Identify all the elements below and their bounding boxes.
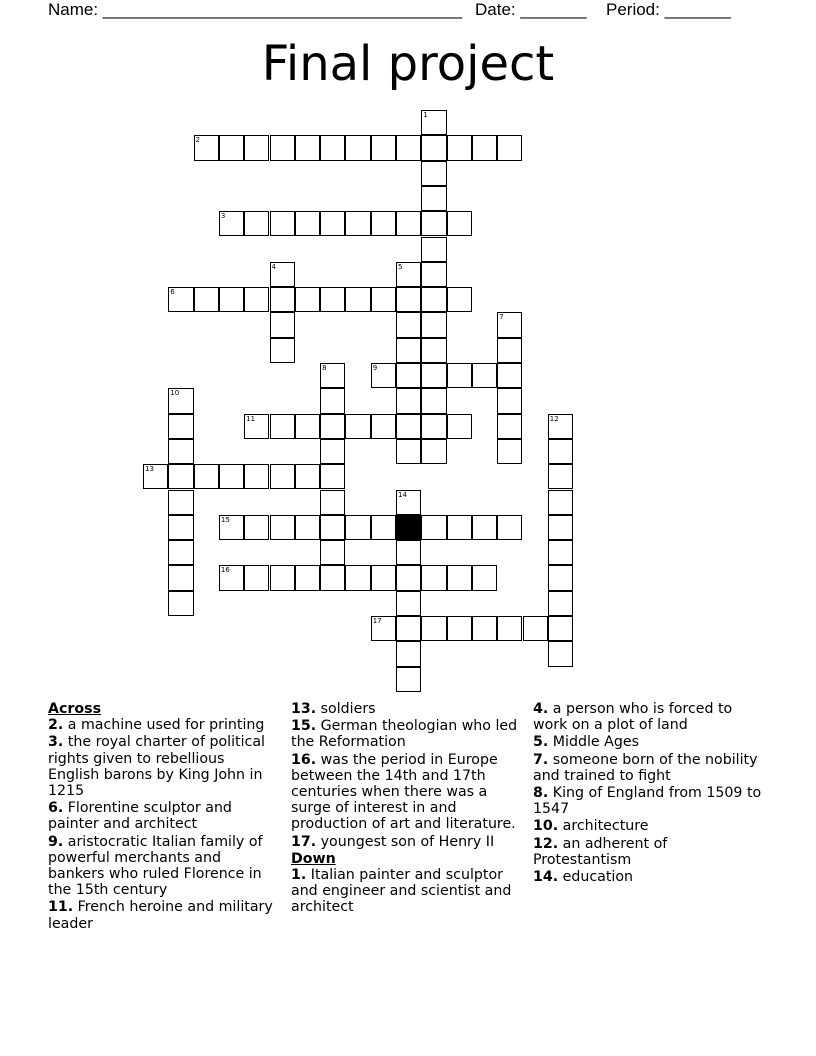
crossword-cell[interactable] <box>320 388 345 413</box>
crossword-cell[interactable] <box>320 211 345 236</box>
crossword-cell[interactable] <box>548 490 573 515</box>
crossword-cell[interactable] <box>143 464 168 489</box>
crossword-cell[interactable] <box>371 287 396 312</box>
clue-item <box>533 734 763 750</box>
clue-item-text: a person who is forced to work on a plot of land <box>533 701 733 734</box>
clue-number: 13 <box>145 465 154 474</box>
clue-item-number: 14. <box>533 869 559 886</box>
crossword-cell[interactable] <box>396 414 421 439</box>
crossword-cell[interactable] <box>396 287 421 312</box>
clue-item-number: 9. <box>48 833 64 850</box>
date-field[interactable]: Date: _______ <box>475 0 587 19</box>
crossword-cell[interactable] <box>396 616 421 641</box>
crossword-cell[interactable] <box>421 388 446 413</box>
crossword-cell[interactable] <box>421 110 446 135</box>
crossword-cell[interactable] <box>447 515 472 540</box>
crossword-cell[interactable] <box>447 414 472 439</box>
crossword-cell[interactable] <box>320 135 345 160</box>
crossword-cell[interactable] <box>396 641 421 666</box>
crossword-cell[interactable] <box>396 135 421 160</box>
crossword-cell[interactable] <box>295 565 320 590</box>
crossword-cell[interactable] <box>295 287 320 312</box>
crossword-cell[interactable] <box>194 464 219 489</box>
clue-item <box>48 717 278 733</box>
clue-number: 9 <box>372 364 378 372</box>
crossword-cell[interactable] <box>219 565 244 590</box>
crossword-cell[interactable] <box>320 464 345 489</box>
crossword-cell[interactable] <box>396 363 421 388</box>
crossword-cell[interactable] <box>295 211 320 236</box>
clue-item-number: 3. <box>48 734 64 751</box>
down-heading: Down <box>291 850 336 867</box>
clues-column-2 <box>291 701 521 917</box>
across-clue-list <box>48 717 278 932</box>
clue-item-number: 1. <box>291 867 307 884</box>
clue-item-text: someone born of the nobility and trained to fight <box>533 751 758 784</box>
crossword-cell[interactable] <box>497 388 522 413</box>
crossword-cell[interactable] <box>472 363 497 388</box>
crossword-cell[interactable] <box>447 211 472 236</box>
clue-number: 17 <box>372 617 382 625</box>
clue-item <box>48 899 278 931</box>
crossword-cell[interactable] <box>295 135 320 160</box>
clue-item-number: 8. <box>533 785 549 802</box>
crossword-cell[interactable] <box>396 565 421 590</box>
crossword-cell[interactable] <box>270 414 295 439</box>
clue-number: 12 <box>549 414 559 423</box>
clue-number: 14 <box>398 490 407 499</box>
crossword-cell[interactable] <box>320 287 345 312</box>
name-field[interactable]: Name: ______________________________________ <box>48 0 463 19</box>
clue-item <box>291 701 521 717</box>
clue-item <box>291 752 521 833</box>
crossword-cell[interactable] <box>447 363 472 388</box>
crossword-cell[interactable] <box>295 515 320 540</box>
crossword-cell[interactable] <box>244 287 269 312</box>
crossword-cell[interactable] <box>194 287 219 312</box>
crossword-cell[interactable] <box>396 312 421 337</box>
crossword-cell[interactable] <box>497 312 522 337</box>
crossword-cell[interactable] <box>244 135 269 160</box>
clue-item <box>533 785 763 817</box>
crossword-cell[interactable] <box>497 515 522 540</box>
crossword-cell[interactable] <box>396 439 421 464</box>
crossword-cell[interactable] <box>396 591 421 616</box>
crossword-cell[interactable] <box>548 641 573 666</box>
clue-item <box>533 818 763 834</box>
clue-item-text: an adherent of Protestantism <box>533 835 668 868</box>
crossword-cell[interactable] <box>320 414 345 439</box>
crossword-cell[interactable] <box>345 287 370 312</box>
crossword-cell[interactable] <box>320 540 345 565</box>
crossword-cell[interactable] <box>396 540 421 565</box>
clue-item-text: a machine used for printing <box>63 717 265 734</box>
crossword-cell[interactable] <box>548 414 573 439</box>
crossword-cell[interactable] <box>472 565 497 590</box>
crossword-cell[interactable] <box>371 135 396 160</box>
crossword-cell[interactable] <box>421 439 446 464</box>
crossword-cell[interactable] <box>548 540 573 565</box>
crossword-cell[interactable] <box>168 540 193 565</box>
crossword-cell[interactable] <box>168 591 193 616</box>
crossword-cell[interactable] <box>244 414 269 439</box>
crossword-cell[interactable] <box>396 262 421 287</box>
clues-column-3 <box>533 701 763 886</box>
crossword-cell[interactable] <box>270 338 295 363</box>
crossword-cell[interactable] <box>168 414 193 439</box>
crossword-cell[interactable] <box>421 211 446 236</box>
clue-item-number: 2. <box>48 717 64 734</box>
crossword-cell[interactable] <box>497 414 522 439</box>
clue-item-text: Italian painter and sculptor and engineer and scientist and architect <box>291 867 512 916</box>
crossword-cell[interactable] <box>548 591 573 616</box>
crossword-cell[interactable] <box>497 439 522 464</box>
crossword-cell[interactable] <box>371 616 396 641</box>
crossword-cell[interactable] <box>523 616 548 641</box>
clue-item-number: 5. <box>533 734 549 751</box>
clue-item <box>533 869 763 885</box>
clue-number: 11 <box>246 414 256 423</box>
crossword-cell[interactable] <box>320 515 345 540</box>
crossword-cell[interactable] <box>371 515 396 540</box>
clue-item-number: 7. <box>533 751 549 768</box>
crossword-cell[interactable] <box>295 464 320 489</box>
clue-item-number: 4. <box>533 701 549 717</box>
crossword-cell[interactable] <box>219 135 244 160</box>
crossword-cell[interactable] <box>421 237 446 262</box>
crossword-cell[interactable] <box>345 515 370 540</box>
crossword-cell[interactable] <box>497 363 522 388</box>
crossword-cell[interactable] <box>548 515 573 540</box>
crossword-cell[interactable] <box>421 363 446 388</box>
crossword-cell[interactable] <box>345 211 370 236</box>
crossword-cell[interactable] <box>345 565 370 590</box>
clue-item-number: 10. <box>533 818 559 835</box>
clue-item <box>533 752 763 784</box>
crossword-cell[interactable] <box>371 363 396 388</box>
crossword-cell[interactable] <box>371 414 396 439</box>
crossword-cell[interactable] <box>168 515 193 540</box>
clue-item-text: architecture <box>558 818 649 835</box>
crossword-cell[interactable] <box>295 414 320 439</box>
crossword-cell[interactable] <box>472 515 497 540</box>
clue-item-number: 12. <box>533 835 559 852</box>
crossword-cell[interactable] <box>270 211 295 236</box>
clue-item-text: soldiers <box>316 701 376 717</box>
crossword-cell[interactable] <box>497 135 522 160</box>
crossword-cell[interactable] <box>447 135 472 160</box>
clue-item-number: 17. <box>291 833 317 850</box>
clue-item-text: King of England from 1509 to 1547 <box>533 785 762 818</box>
crossword-cell[interactable] <box>168 439 193 464</box>
clue-item-text: German theologian who led the Reformation <box>291 718 518 751</box>
clue-item <box>48 800 278 832</box>
clue-number: 8 <box>322 364 327 372</box>
crossword-cell[interactable] <box>168 388 193 413</box>
clue-number: 2 <box>195 136 201 145</box>
crossword-cell[interactable] <box>421 186 446 211</box>
clue-item-number: 13. <box>291 701 317 717</box>
clues-column-1 <box>48 701 278 933</box>
crossword-cell[interactable] <box>472 616 497 641</box>
clue-item-text: youngest son of Henry II <box>316 833 495 850</box>
crossword-cell[interactable] <box>447 616 472 641</box>
crossword-cell[interactable] <box>244 565 269 590</box>
period-field[interactable]: Period: _______ <box>606 0 731 19</box>
crossword-cell[interactable] <box>270 135 295 160</box>
crossword-cell[interactable] <box>396 490 421 515</box>
clue-number: 6 <box>170 288 175 297</box>
crossword-cell[interactable] <box>320 490 345 515</box>
clue-item-number: 6. <box>48 800 64 817</box>
crossword-cell[interactable] <box>270 464 295 489</box>
crossword-cell[interactable] <box>168 287 193 312</box>
crossword-cell[interactable] <box>421 262 446 287</box>
crossword-cell[interactable] <box>345 135 370 160</box>
crossword-cell[interactable] <box>396 388 421 413</box>
clue-item <box>48 834 278 899</box>
crossword-cell[interactable] <box>371 565 396 590</box>
clue-number: 1 <box>423 111 428 119</box>
blocked-cell <box>396 515 421 540</box>
clue-item-text: the royal charter of political rights given to rebellious English barons by King John in 1215 <box>48 734 265 800</box>
crossword-cell[interactable] <box>421 312 446 337</box>
crossword-cell[interactable] <box>548 464 573 489</box>
crossword-cell[interactable] <box>219 515 244 540</box>
clue-item-text: aristocratic Italian family of powerful merchants and bankers who ruled Florence in the 15th century <box>48 833 263 899</box>
clue-item-text: Middle Ages <box>548 734 639 751</box>
clue-number: 15 <box>220 515 230 524</box>
crossword-cell[interactable] <box>497 616 522 641</box>
crossword-cell[interactable] <box>270 312 295 337</box>
clue-item <box>48 734 278 799</box>
crossword-cell[interactable] <box>371 211 396 236</box>
crossword-cell[interactable] <box>270 565 295 590</box>
crossword-cell[interactable] <box>396 211 421 236</box>
clue-item <box>291 867 521 916</box>
crossword-cell[interactable] <box>270 515 295 540</box>
crossword-cell[interactable] <box>396 338 421 363</box>
crossword-cell[interactable] <box>168 464 193 489</box>
crossword-cell[interactable] <box>194 135 219 160</box>
clue-number: 10 <box>170 389 180 398</box>
crossword-cell[interactable] <box>548 565 573 590</box>
crossword-cell[interactable] <box>421 565 446 590</box>
clue-item <box>533 701 763 733</box>
clue-number: 16 <box>220 566 230 575</box>
clue-number: 7 <box>499 313 504 322</box>
crossword-cell[interactable] <box>421 135 446 160</box>
crossword-cell[interactable] <box>244 211 269 236</box>
crossword-cell[interactable] <box>219 464 244 489</box>
crossword-cell[interactable] <box>396 667 421 692</box>
down-clue-list-continued <box>533 701 763 885</box>
clue-number: 4 <box>271 262 276 271</box>
crossword-cell[interactable] <box>447 287 472 312</box>
across-clue-list-continued <box>291 701 521 850</box>
crossword-cell[interactable] <box>421 414 446 439</box>
crossword-cell[interactable] <box>270 262 295 287</box>
crossword-cell[interactable] <box>320 439 345 464</box>
crossword-cell[interactable] <box>421 616 446 641</box>
clue-item-text: Florentine sculptor and painter and architect <box>48 800 232 833</box>
crossword-cell[interactable] <box>421 338 446 363</box>
clue-item-text: education <box>558 869 634 886</box>
crossword-cell[interactable] <box>244 515 269 540</box>
clue-item-number: 16. <box>291 751 317 768</box>
down-clue-list <box>291 867 521 916</box>
crossword-cell[interactable] <box>219 287 244 312</box>
crossword-cell[interactable] <box>548 439 573 464</box>
crossword-cell[interactable] <box>244 464 269 489</box>
crossword-cell[interactable] <box>421 515 446 540</box>
clue-number: 3 <box>220 212 226 221</box>
crossword-cell[interactable] <box>472 135 497 160</box>
crossword-cell[interactable] <box>548 616 573 641</box>
crossword-cell[interactable] <box>168 490 193 515</box>
clue-number: 5 <box>398 262 403 271</box>
crossword-cell[interactable] <box>345 414 370 439</box>
clue-item-number: 15. <box>291 718 317 735</box>
clue-item <box>291 834 521 850</box>
crossword-cell[interactable] <box>270 287 295 312</box>
clue-item-text: French heroine and military leader <box>48 899 273 932</box>
crossword-cell[interactable] <box>219 211 244 236</box>
clue-item-text: was the period in Europe between the 14th and 17th centuries when there was a surge of interest in and production of art and literature. <box>291 751 516 833</box>
crossword-cell[interactable] <box>421 287 446 312</box>
crossword-cell[interactable] <box>320 565 345 590</box>
crossword-cell[interactable] <box>497 338 522 363</box>
clue-item-number: 11. <box>48 899 74 916</box>
across-heading: Across <box>48 701 102 717</box>
page-title: Final project <box>261 36 555 92</box>
crossword-cell[interactable] <box>447 565 472 590</box>
clue-item <box>533 836 763 868</box>
crossword-cell[interactable] <box>320 363 345 388</box>
crossword-cell[interactable] <box>168 565 193 590</box>
crossword-cell[interactable] <box>421 161 446 186</box>
clue-item <box>291 718 521 750</box>
